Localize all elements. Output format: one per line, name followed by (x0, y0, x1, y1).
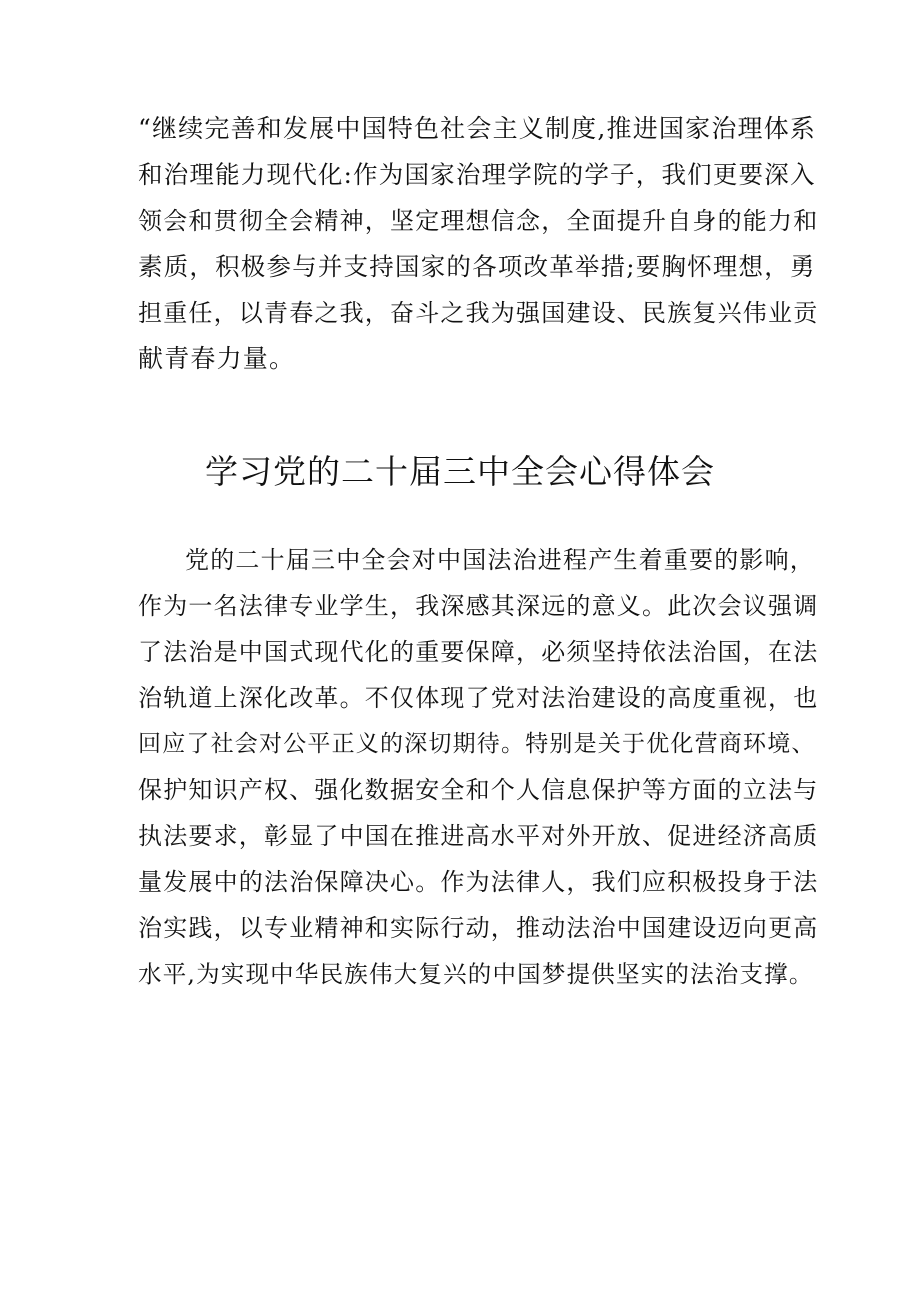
paragraph-1-line: 担重任，以青春之我，奋斗之我为强国建设、民族复兴伟业贡 (138, 299, 819, 327)
paragraph-2-line: 量发展中的法治保障决心。作为法律人，我们应积极投身于法 (138, 868, 819, 896)
paragraph-1-line: 素质，积极参与并支持国家的各项改革举措;要胸怀理想，勇 (138, 252, 816, 281)
paragraph-2-line: 保护知识产权、强化数据安全和个人信息保护等方面的立法与 (138, 776, 819, 804)
paragraph-2-line: 了法治是中国式现代化的重要保障，必须坚持依法治国，在法 (138, 638, 819, 666)
paragraph-2-line: 治实践，以专业精神和实际行动，推动法治中国建设迈向更高 (138, 914, 819, 942)
paragraph-2-line: 治轨道上深化改革。不仅体现了党对法治建设的高度重视，也 (138, 684, 819, 712)
paragraph-2-line: 水平,为实现中华民族伟大复兴的中国梦提供坚实的法治支撑。 (138, 960, 814, 988)
paragraph-1-line: 领会和贯彻全会精神，坚定理想信念，全面提升自身的能力和 (138, 207, 819, 235)
paragraph-1-line: “继续完善和发展中国特色社会主义制度,推进国家治理体系 (138, 114, 817, 143)
paragraph-1-line: 献青春力量。 (138, 344, 296, 373)
section-heading: 学习党的二十届三中全会心得体会 (205, 452, 715, 491)
paragraph-2-line: 回应了社会对公平正义的深切期待。特别是关于优化营商环境、 (138, 731, 816, 757)
paragraph-2-line: 作为一名法律专业学生，我深感其深远的意义。此次会议强调 (138, 592, 819, 620)
paragraph-1-line: 和治理能力现代化:作为国家治理学院的学子，我们更要深入 (138, 160, 816, 189)
paragraph-2-line: 执法要求，彰显了中国在推进高水平对外开放、促进经济高质 (138, 822, 819, 850)
paragraph-2-line: 党的二十届三中全会对中国法治进程产生着重要的影响， (185, 546, 815, 574)
